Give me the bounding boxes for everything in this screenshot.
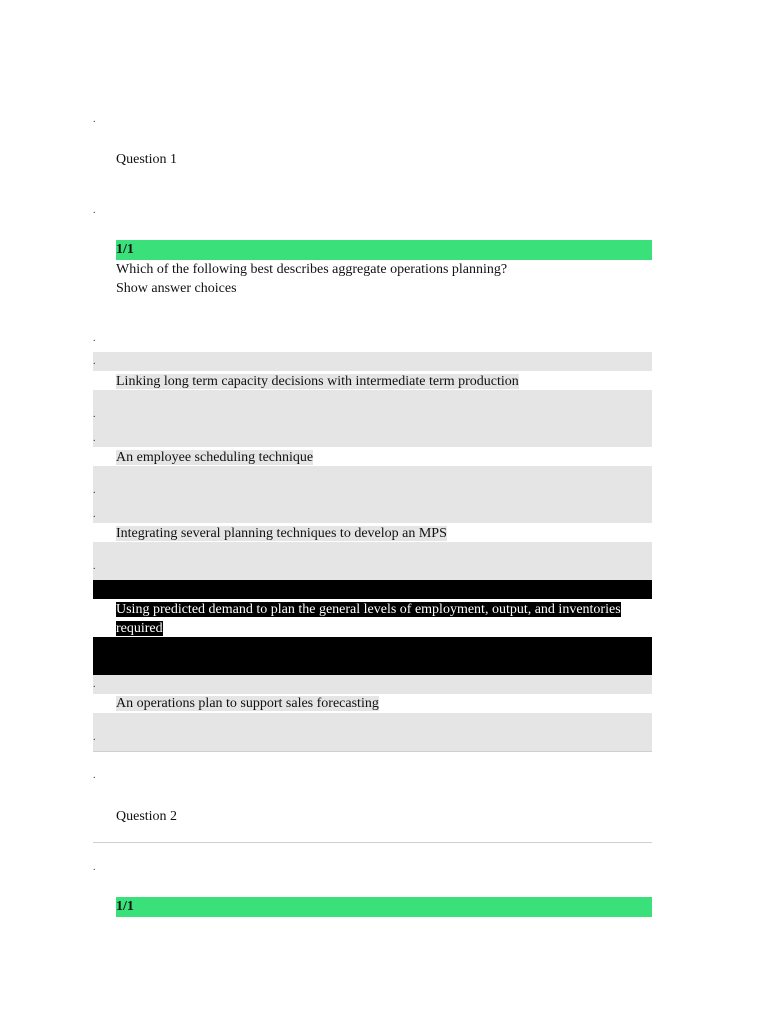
question-2-label: Question 2 <box>116 809 178 824</box>
question-1-prompt: Which of the following best describes aggregate operations planning? <box>116 262 508 277</box>
bullet: . <box>93 770 96 781</box>
choice-row-background <box>93 390 652 447</box>
answer-choice-1-label: Linking long term capacity decisions with intermediate term production <box>116 374 519 389</box>
show-answer-choices-toggle[interactable]: Show answer choices <box>116 281 237 296</box>
choice-row-background <box>93 466 652 523</box>
question-2-score-bar <box>116 897 652 917</box>
bullet: . <box>93 679 96 690</box>
bullet: . <box>93 356 96 367</box>
answer-choice-3-label: Integrating several planning techniques to develop an MPS <box>116 526 447 541</box>
bullet: . <box>93 509 96 520</box>
choice-row-background <box>93 542 652 580</box>
bullet: . <box>93 114 96 125</box>
answer-choice-5-label: An operations plan to support sales forecasting <box>116 696 379 711</box>
question-1-label: Question 1 <box>116 152 178 167</box>
question-1-score-bar <box>116 240 652 260</box>
answer-choice-4-label: Using predicted demand to plan the general levels of employment, output, and inventories <box>116 602 621 617</box>
bullet: . <box>93 561 96 572</box>
bullet: . <box>93 862 96 873</box>
answer-choice-2-label: An employee scheduling technique <box>116 450 314 465</box>
bullet: . <box>93 409 96 420</box>
selected-choice-background <box>93 637 652 675</box>
divider <box>93 751 652 752</box>
answer-choice-4-wrap <box>116 619 163 638</box>
selected-choice-background <box>93 580 652 599</box>
question-2-score: 1/1 <box>116 899 134 914</box>
answer-choice-1[interactable] <box>116 372 519 391</box>
choice-row-background <box>93 675 652 694</box>
answer-choice-2[interactable] <box>116 448 313 467</box>
answer-choice-3[interactable] <box>116 524 447 543</box>
choice-row-background <box>93 713 652 751</box>
question-1-score: 1/1 <box>116 242 134 257</box>
answer-choice-4-label-wrap: required <box>116 621 163 636</box>
divider <box>93 842 652 843</box>
choice-row-background <box>93 352 652 371</box>
bullet: . <box>93 333 96 344</box>
answer-choice-5[interactable] <box>116 694 379 713</box>
bullet: . <box>93 485 96 496</box>
bullet: . <box>93 732 96 743</box>
bullet: . <box>93 433 96 444</box>
answer-choice-4[interactable] <box>116 600 621 619</box>
bullet: . <box>93 205 96 216</box>
